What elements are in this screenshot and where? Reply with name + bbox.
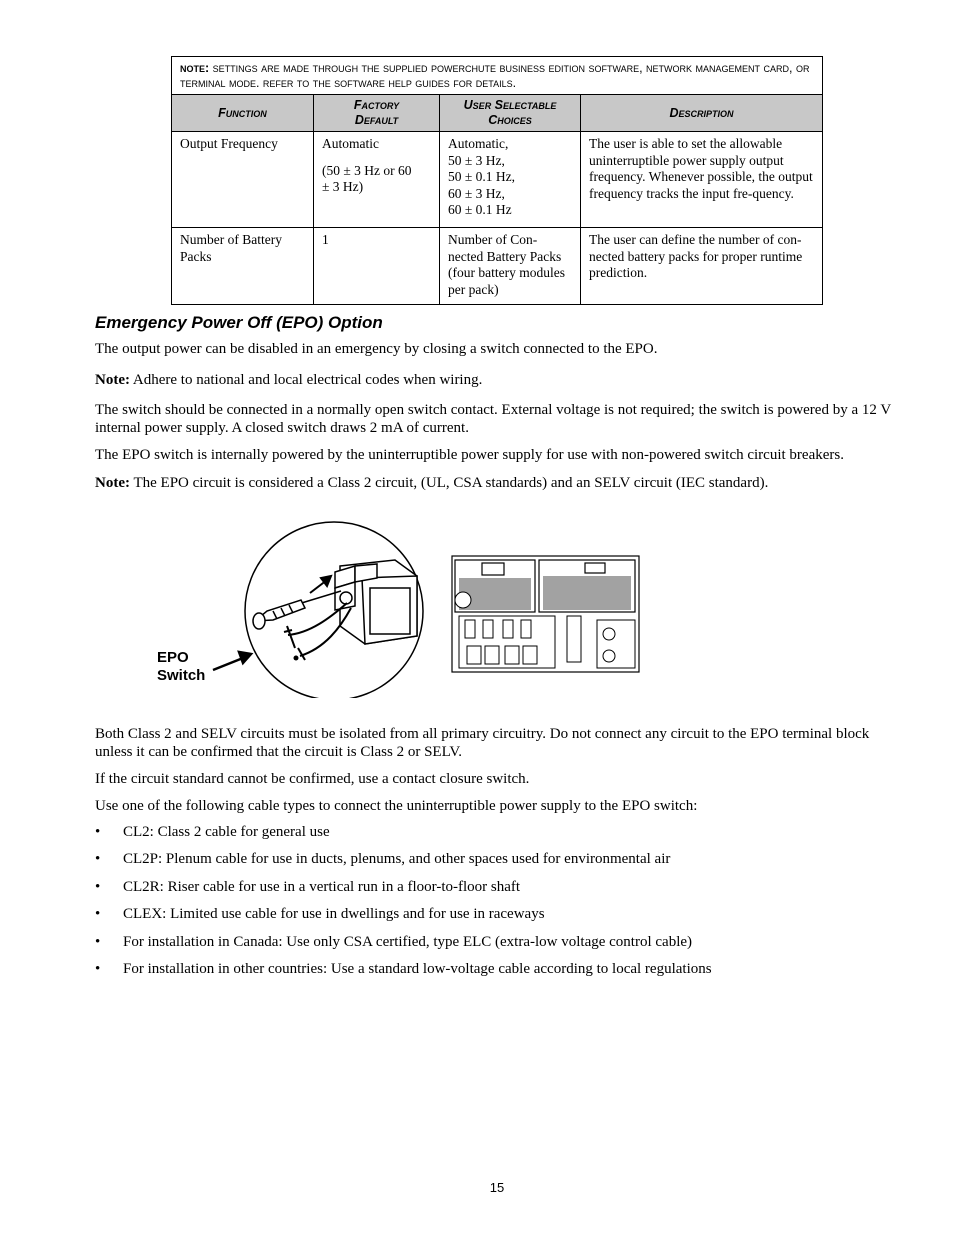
header-function: Function: [172, 95, 314, 132]
row2-function: Number of Battery Packs: [172, 228, 314, 305]
list-item: • CL2R: Riser cable for use in a vertical run in a floor-to-floor shaft: [95, 878, 521, 895]
epo-switch-figure: [155, 508, 645, 698]
row2-default: 1: [314, 228, 440, 305]
list-item: • For installation in other countries: Use a standard low-voltage cable according to local regulations: [95, 960, 712, 977]
header-user-selectable-choices: User Selectable Choices: [440, 95, 581, 132]
list-item: • CL2P: Plenum cable for use in ducts, plenums, and other spaces used for environmental air: [95, 851, 671, 868]
table-row: [172, 228, 823, 305]
header-description: Description: [581, 95, 823, 132]
list-item: • For installation in Canada: Use only CSA certified, type ELC (extra-low voltage control cable): [95, 933, 693, 950]
cable-type-list: [95, 823, 895, 987]
paragraph-isolation: Both Class 2 and SELV circuits must be isolated from all primary circuitry. Do not connect any circuit to the EPO terminal block unless it can be confirmed that the circuit is Class 2 or SELV.: [95, 726, 870, 760]
header-factory-default: Factory Default: [314, 95, 440, 132]
table-note: [172, 57, 823, 95]
paragraph-contact-closure: If the circuit standard cannot be confirmed, use a contact closure switch.: [95, 771, 530, 787]
row1-default: Automatic (50 ± 3 Hz or 60 ± 3 Hz): [314, 132, 440, 228]
note-electrical-codes: Note: Adhere to national and local electrical codes when wiring.: [95, 372, 483, 388]
paragraph-cable-types: Use one of the following cable types to connect the uninterruptible power supply to the EPO switch:: [95, 798, 698, 814]
settings-table: [171, 56, 823, 305]
epo-diagram-illustration: [155, 508, 645, 698]
section-heading: Emergency Power Off (EPO) Option: [95, 313, 383, 332]
paragraph-epo-intro: The output power can be disabled in an emergency by closing a switch connected to the EPO.: [95, 341, 658, 357]
note-class2-circuit: Note: The EPO circuit is considered a Class 2 circuit, (UL, CSA standards) and an SELV circuit (IEC standard).: [95, 475, 769, 491]
table-note-label: note:: [180, 61, 210, 75]
list-item: • CLEX: Limited use cable for use in dwellings and for use in raceways: [95, 906, 545, 923]
paragraph-switch-connection: The switch should be connected in a normally open switch contact. External voltage is not required; the switch is powered by a 12 V internal power supply. A closed switch draws 2 mA of current.: [95, 402, 891, 436]
row1-choices: Automatic, 50 ± 3 Hz, 50 ± 0.1 Hz, 60 ± 3 Hz, 60 ± 0.1 Hz: [440, 132, 581, 228]
row1-description: The user is able to set the allowable uninterruptible power supply output frequency. Whenever possible, the output frequency tracks the input fre-quency.: [581, 132, 823, 228]
paragraph-internal-power: The EPO switch is internally powered by the uninterruptible power supply for use with non-powered switch circuit breakers.: [95, 447, 844, 463]
row2-description: The user can define the number of con-nected battery packs for proper runtime prediction.: [581, 228, 823, 305]
list-item: • CL2: Class 2 cable for general use: [95, 824, 330, 840]
epo-switch-label: EPO Switch: [157, 649, 206, 684]
table-note-text: settings are made through the supplied powerchute business edition software, network management card, or terminal mode. refer to the software help guides for details.: [180, 61, 810, 90]
page-number: 15: [489, 1180, 505, 1195]
row2-choices: Number of Con-nected Battery Packs (four battery modules per pack): [440, 228, 581, 305]
table-row: [172, 132, 823, 228]
row1-function: Output Frequency: [172, 132, 314, 228]
